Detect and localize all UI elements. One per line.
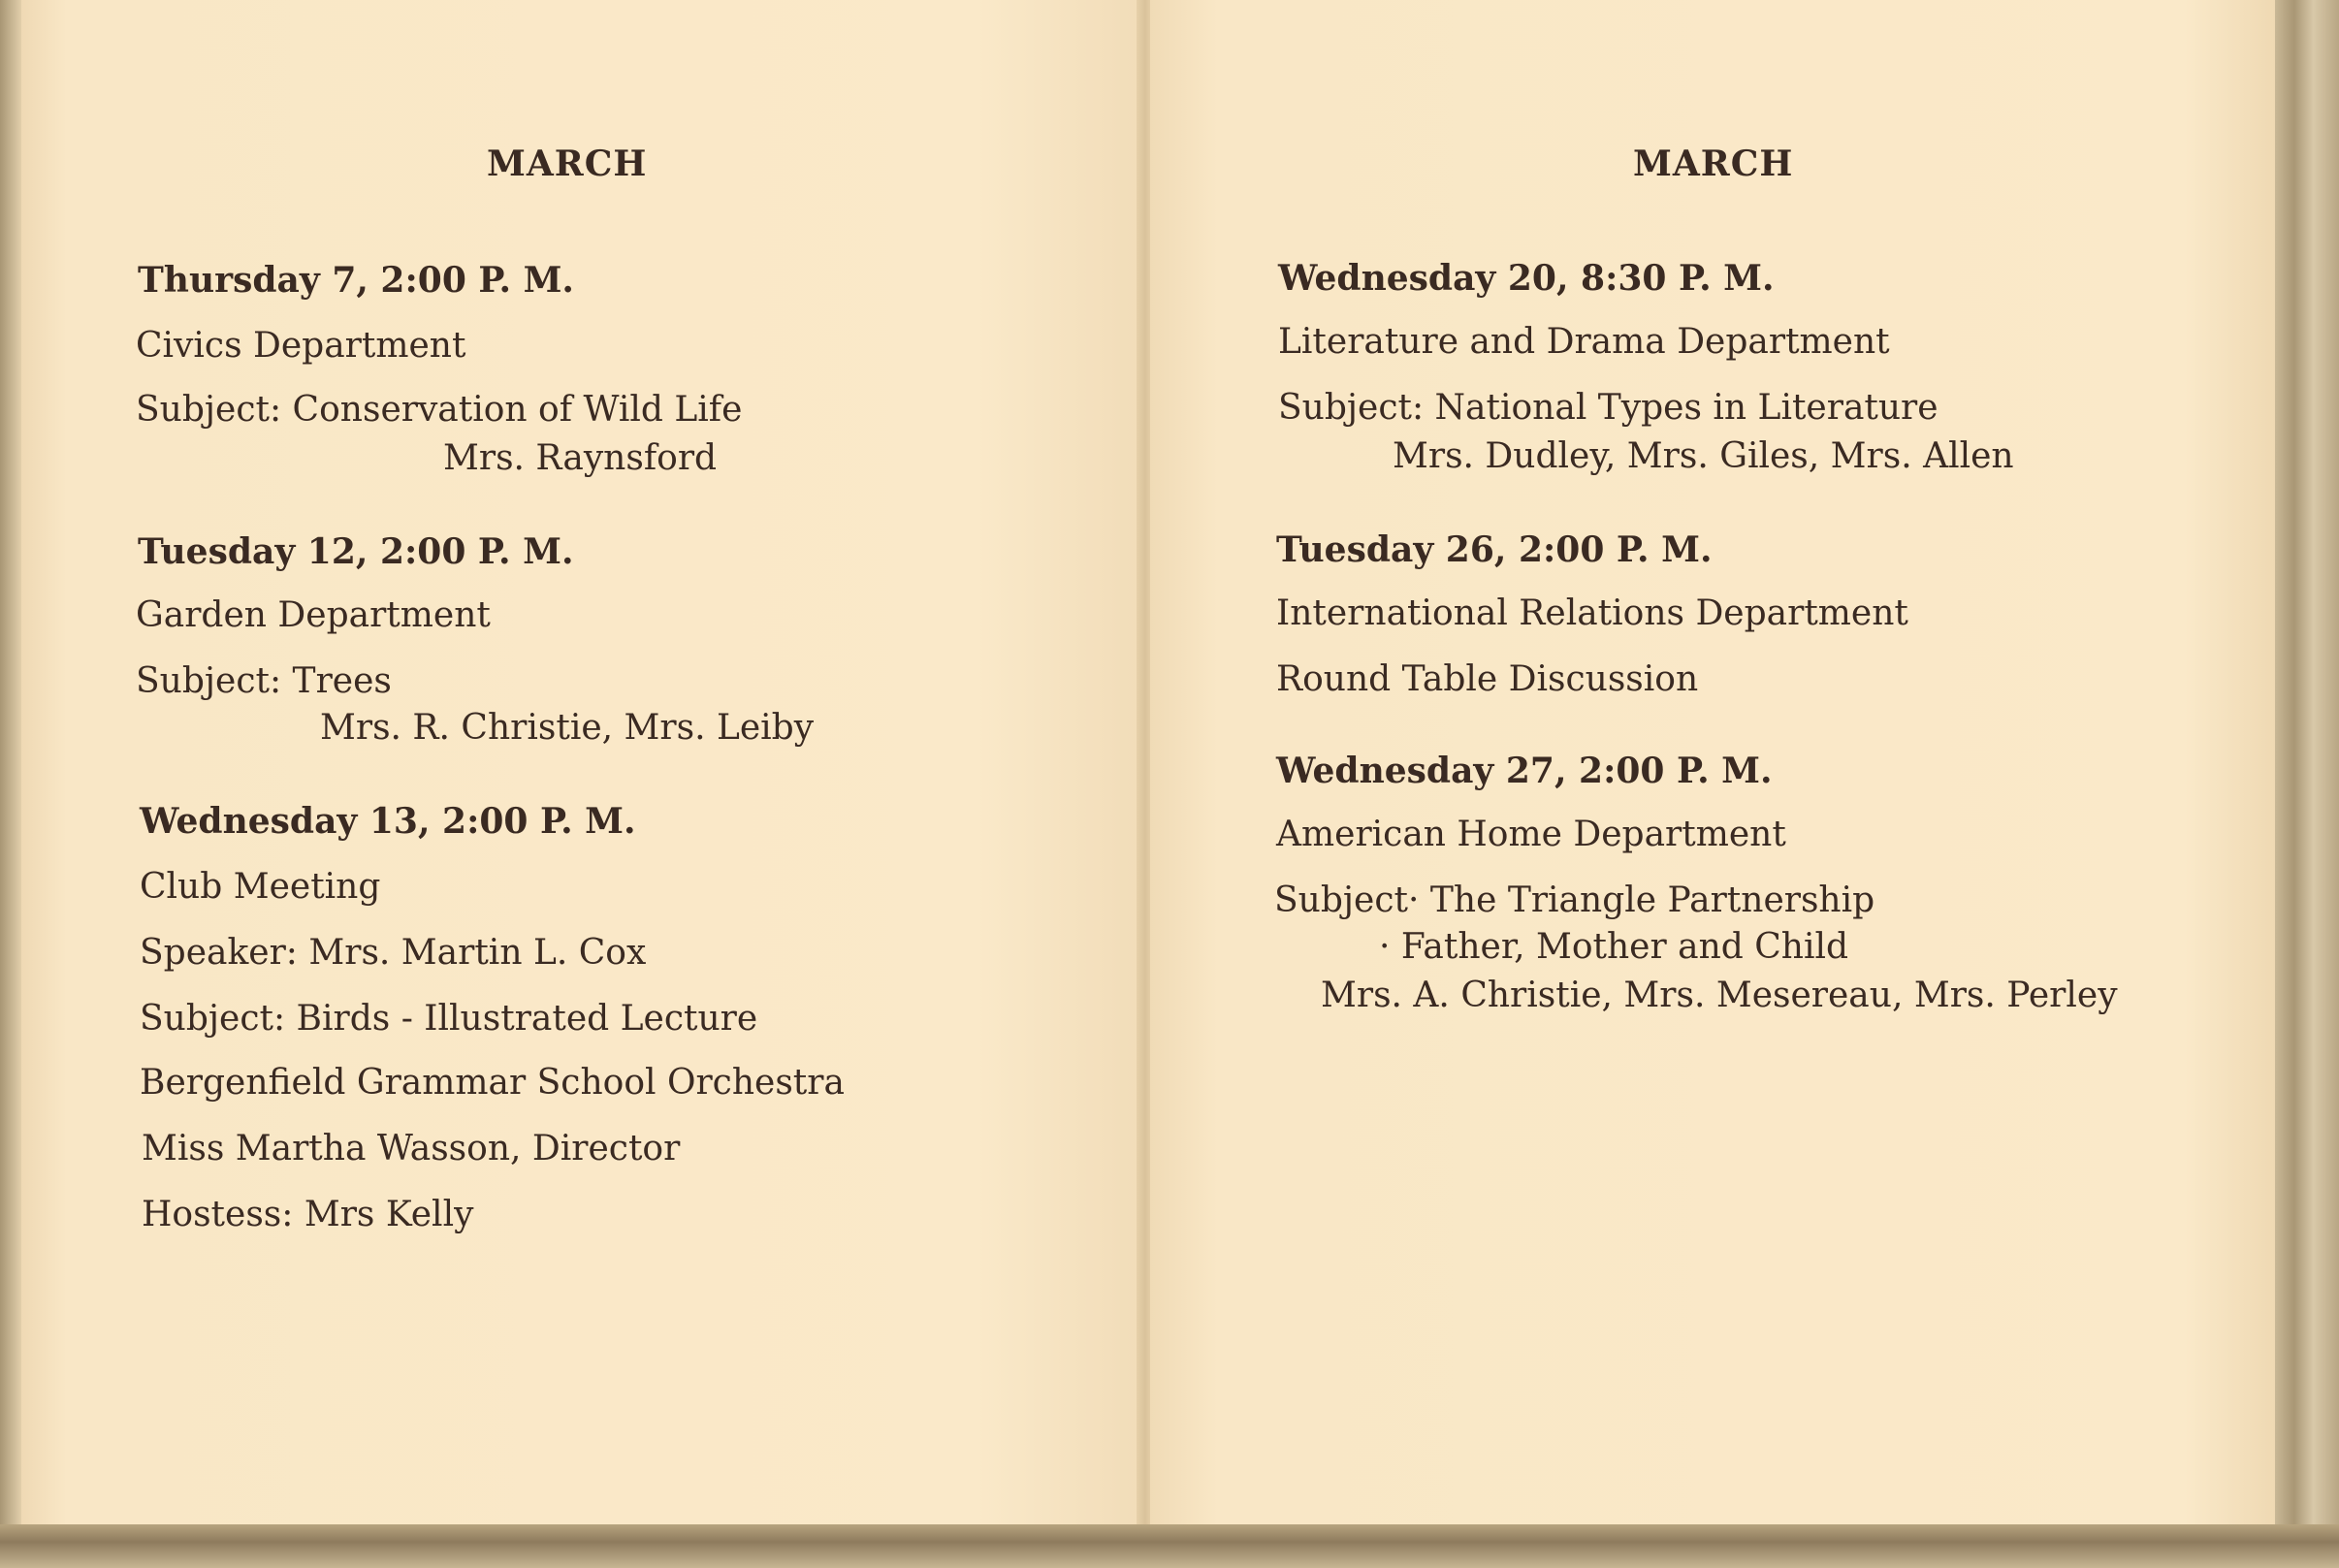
event-subject-continued: · Father, Mother and Child [1379, 927, 1849, 967]
book-bottom-edge [0, 1524, 2339, 1568]
event-department: Literature and Drama Department [1278, 322, 1890, 362]
event-presenters: Mrs. A. Christie, Mrs. Mesereau, Mrs. Perley [1321, 976, 2118, 1015]
event-date: Wednesday 20, 8:30 P. M. [1278, 258, 1775, 299]
event-department: American Home Department [1276, 815, 1786, 854]
event-date: Wednesday 27, 2:00 P. M. [1276, 751, 1773, 791]
event-date: Wednesday 13, 2:00 P. M. [140, 801, 636, 842]
event-subject: Subject: Birds - Illustrated Lecture [140, 999, 758, 1039]
event-presenters: Mrs. Dudley, Mrs. Giles, Mrs. Allen [1393, 436, 2014, 476]
event-date: Tuesday 26, 2:00 P. M. [1276, 529, 1713, 570]
event-presenters: Mrs. Raynsford [443, 438, 718, 478]
event-speaker: Speaker: Mrs. Martin L. Cox [140, 933, 647, 973]
left-page [21, 0, 1146, 1532]
event-subject: Subject: National Types in Literature [1278, 388, 1938, 428]
event-department: International Relations Department [1276, 593, 1908, 633]
event-subject: Subject: Trees [136, 661, 392, 701]
event-line: Round Table Discussion [1276, 659, 1699, 699]
event-hostess: Hostess: Mrs Kelly [142, 1195, 474, 1234]
event-subject: Subject· The Triangle Partnership [1274, 880, 1875, 920]
event-date: Thursday 7, 2:00 P. M. [138, 260, 574, 301]
event-line: Club Meeting [140, 867, 381, 907]
event-presenters: Mrs. R. Christie, Mrs. Leiby [320, 708, 815, 748]
right-page [1150, 0, 2275, 1532]
left-page-heading: MARCH [487, 144, 648, 184]
event-department: Garden Department [136, 595, 491, 635]
event-line: Miss Martha Wasson, Director [142, 1129, 681, 1168]
right-page-heading: MARCH [1633, 144, 1794, 184]
book-left-edge [0, 0, 23, 1568]
event-line: Bergenfield Grammar School Orchestra [140, 1063, 845, 1103]
book-right-edge [2275, 0, 2339, 1568]
event-date: Tuesday 12, 2:00 P. M. [138, 531, 574, 572]
event-subject: Subject: Conservation of Wild Life [136, 390, 743, 430]
event-department: Civics Department [136, 326, 466, 366]
